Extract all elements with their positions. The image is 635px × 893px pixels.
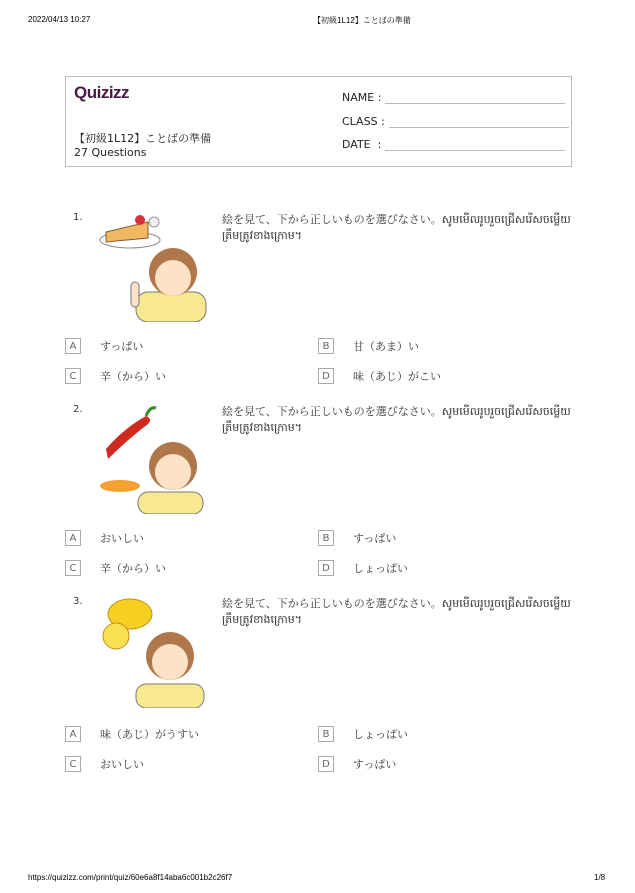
option-text: しょっぱい bbox=[353, 562, 408, 575]
option-d[interactable] bbox=[318, 368, 441, 384]
option-letter: D bbox=[318, 368, 334, 384]
option-text: 辛（から）い bbox=[100, 370, 166, 383]
quizizz-logo: Quizizz bbox=[74, 83, 130, 102]
option-text: しょっぱい bbox=[353, 728, 408, 741]
option-b[interactable] bbox=[318, 338, 419, 354]
option-text: すっぱい bbox=[100, 340, 144, 353]
date-label: DATE : bbox=[342, 138, 382, 151]
name-label: NAME : bbox=[342, 91, 382, 104]
question-prompt: 絵を見て、下から正しいものを選びなさい。សូមមើលរូបរួចជ្រើសរើសចម្លើយត្រឹមត្រូវខាងក្រោម។ bbox=[222, 405, 571, 434]
option-letter: C bbox=[65, 368, 81, 384]
chili-woman-illustration bbox=[98, 404, 208, 514]
option-d[interactable] bbox=[318, 560, 408, 576]
page-number: 1/8 bbox=[594, 873, 606, 882]
option-a[interactable] bbox=[65, 726, 199, 742]
option-a[interactable] bbox=[65, 530, 144, 546]
class-field bbox=[342, 115, 569, 128]
option-letter: A bbox=[65, 530, 81, 546]
date-field bbox=[342, 138, 565, 151]
name-field bbox=[342, 91, 565, 104]
option-c[interactable] bbox=[65, 756, 144, 772]
date-line bbox=[385, 138, 565, 151]
option-d[interactable] bbox=[318, 756, 396, 772]
option-text: おいしい bbox=[100, 532, 144, 545]
quiz-title: 【初級1L12】ことばの準備 bbox=[74, 132, 212, 145]
option-c[interactable] bbox=[65, 560, 166, 576]
class-line bbox=[389, 115, 569, 128]
option-letter: D bbox=[318, 560, 334, 576]
question-number: 3. bbox=[73, 596, 83, 607]
option-letter: B bbox=[318, 530, 334, 546]
option-a[interactable] bbox=[65, 338, 143, 354]
print-datetime: 2022/04/13 10:27 bbox=[28, 15, 91, 24]
option-letter: A bbox=[65, 338, 81, 354]
quiz-header-box bbox=[65, 76, 572, 167]
option-text: すっぱい bbox=[353, 532, 397, 545]
option-text: 甘（あま）い bbox=[353, 340, 419, 353]
option-letter: C bbox=[65, 560, 81, 576]
option-text: 味（あじ）がうすい bbox=[100, 728, 199, 741]
print-url: https://quizizz.com/print/quiz/60e6a8f14aba6c001b2c26f7 bbox=[28, 873, 233, 882]
question-count: 27 Questions bbox=[74, 146, 147, 159]
question-number: 1. bbox=[73, 212, 83, 223]
question-prompt: 絵を見て、下から正しいものを選びなさい。សូមមើលរូបរួចជ្រើសរើសចម្លើយត្រឹមត្រូវខាងក្រោម។ bbox=[222, 597, 571, 626]
option-text: 辛（から）い bbox=[100, 562, 166, 575]
option-letter: B bbox=[318, 726, 334, 742]
option-text: 味（あじ）がこい bbox=[353, 370, 441, 383]
option-letter: C bbox=[65, 756, 81, 772]
option-b[interactable] bbox=[318, 530, 396, 546]
class-label: CLASS : bbox=[342, 115, 385, 128]
question-number: 2. bbox=[73, 404, 83, 415]
question-prompt: 絵を見て、下から正しいものを選びなさい。សូមមើលរូបរួចជ្រើសរើសចម្លើយត្រឹមត្រូវខាងក្រោម។ bbox=[222, 213, 571, 242]
name-line bbox=[385, 91, 565, 104]
option-c[interactable] bbox=[65, 368, 166, 384]
option-b[interactable] bbox=[318, 726, 408, 742]
option-text: おいしい bbox=[100, 758, 144, 771]
option-letter: D bbox=[318, 756, 334, 772]
lemon-woman-illustration bbox=[98, 596, 208, 708]
option-letter: B bbox=[318, 338, 334, 354]
cake-woman-illustration bbox=[98, 212, 208, 322]
option-text: すっぱい bbox=[353, 758, 397, 771]
option-letter: A bbox=[65, 726, 81, 742]
print-title: 【初級1L12】ことばの準備 bbox=[313, 16, 411, 25]
